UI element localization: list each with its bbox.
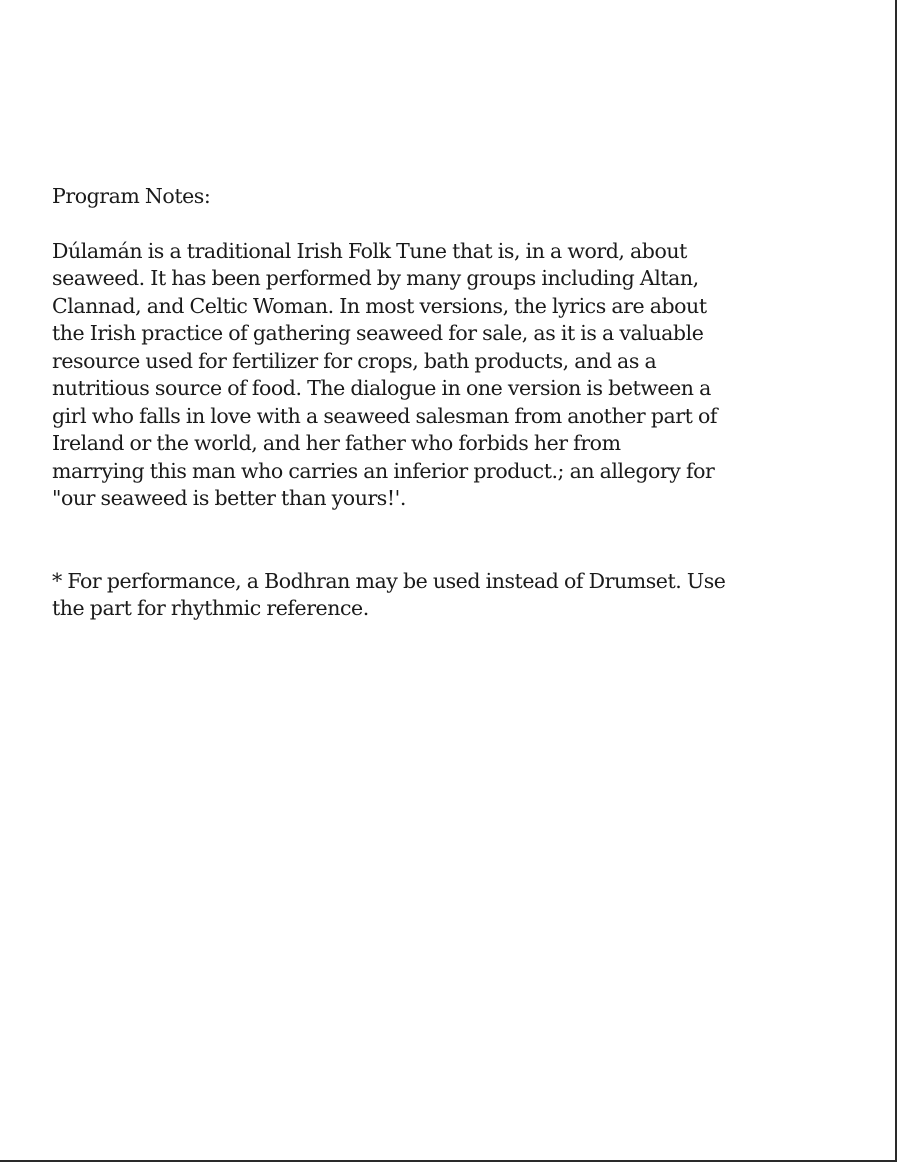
notes-line: Clannad, and Celtic Woman. In most versions, the lyrics are about bbox=[52, 293, 707, 318]
notes-line: marrying this man who carries an inferior product.; an allegory for bbox=[52, 458, 715, 483]
program-notes-paragraph bbox=[52, 238, 752, 513]
document-content bbox=[52, 183, 752, 623]
notes-line: the Irish practice of gathering seaweed for sale, as it is a valuable bbox=[52, 321, 704, 345]
notes-line: girl who falls in love with a seaweed salesman from another part of bbox=[52, 403, 717, 428]
notes-line: nutritious source of food. The dialogue in one version is between a bbox=[52, 376, 711, 400]
notes-line: seaweed. It has been performed by many groups including Altan, bbox=[52, 266, 699, 290]
program-notes-heading: Program Notes: bbox=[52, 184, 211, 208]
notes-line: resource used for fertilizer for crops, bath products, and as a bbox=[52, 348, 657, 373]
footnote-line: the part for rhythmic reference. bbox=[52, 596, 369, 620]
notes-line: Dúlamán is a traditional Irish Folk Tune that is, in a word, about bbox=[52, 238, 687, 263]
footnote-line: * For performance, a Bodhran may be used instead of Drumset. Use bbox=[52, 568, 726, 593]
notes-line: "our seaweed is better than yours!'. bbox=[52, 486, 406, 510]
notes-line: Ireland or the world, and her father who forbids her from bbox=[52, 431, 621, 455]
performance-footnote bbox=[52, 568, 752, 623]
